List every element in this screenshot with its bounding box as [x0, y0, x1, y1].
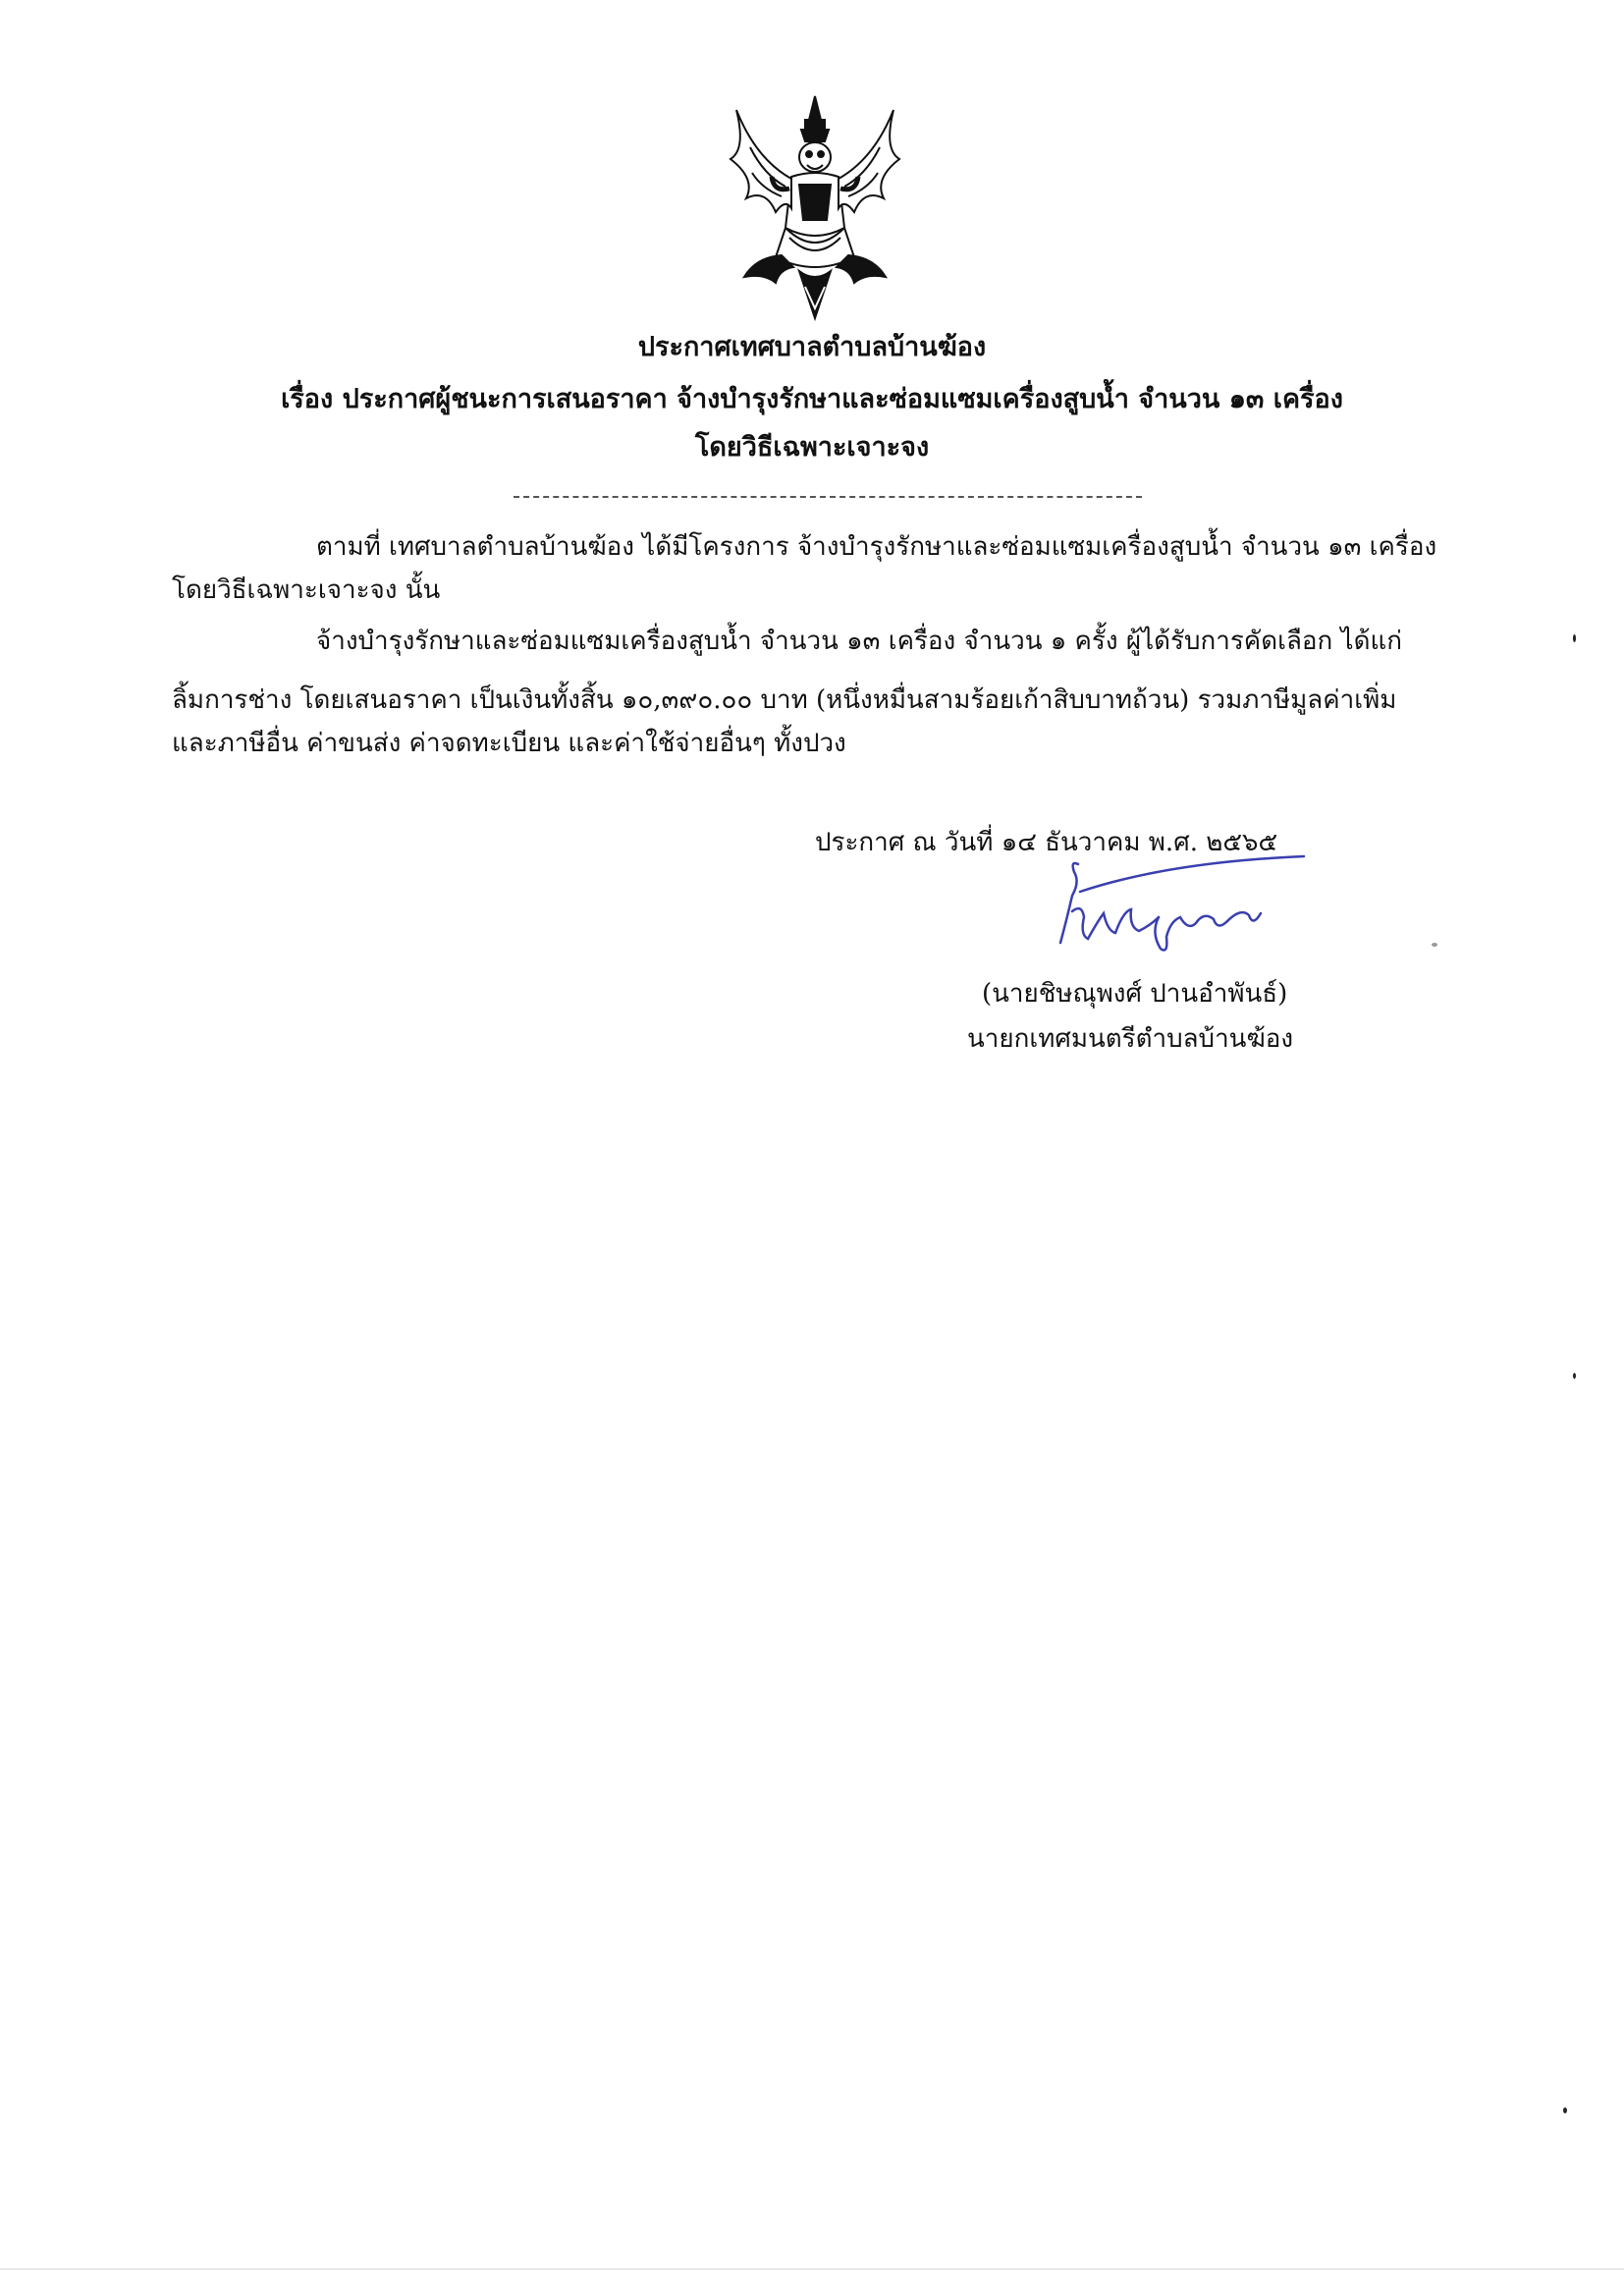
announcement-date: ประกาศ ณ วันที่ ๑๔ ธันวาคม พ.ศ. ๒๕๖๕ [815, 828, 1278, 857]
body-paragraph-1-line-2: โดยวิธีเฉพาะเจาะจง นั้น [172, 575, 441, 605]
scan-speck [1432, 943, 1437, 947]
announcement-method: โดยวิธีเฉพาะเจาะจง [694, 432, 930, 463]
signatory-name: (นายชิษณุพงศ์ ปานอำพันธ์) [982, 979, 1288, 1009]
body-paragraph-1-line-1: ตามที่ เทศบาลตำบลบ้านฆ้อง ได้มีโครงการ จ้างบำรุงรักษาและซ่อมแซมเครื่องสูบน้ำ จำนวน ๑๓ เครื่อง [316, 532, 1437, 562]
handwritten-signature-icon [1021, 852, 1316, 960]
garuda-emblem-icon [717, 90, 913, 326]
announcement-title: ประกาศเทศบาลตำบลบ้านฆ้อง [637, 332, 987, 362]
signatory-title: นายกเทศมนตรีตำบลบ้านฆ้อง [967, 1024, 1294, 1054]
heading-divider [514, 496, 1142, 498]
scan-speck [1573, 1373, 1576, 1379]
announcement-subject: เรื่อง ประกาศผู้ชนะการเสนอราคา จ้างบำรุงรักษาและซ่อมแซมเครื่องสูบน้ำ จำนวน ๑๓ เครื่อง [281, 384, 1343, 414]
scan-speck [1573, 634, 1576, 642]
body-paragraph-2-line-3: และภาษีอื่น ค่าขนส่ง ค่าจดทะเบียน และค่าใช้จ่ายอื่นๆ ทั้งปวง [172, 729, 846, 758]
body-paragraph-2-line-1: จ้างบำรุงรักษาและซ่อมแซมเครื่องสูบน้ำ จำนวน ๑๓ เครื่อง จำนวน ๑ ครั้ง ผู้ได้รับการคัดเลือก ได้แก่ [316, 627, 1402, 656]
scan-speck [1563, 2107, 1567, 2113]
body-paragraph-2-line-2: ลิ้มการช่าง โดยเสนอราคา เป็นเงินทั้งสิ้น ๑๐,๓๙๐.๐๐ บาท (หนึ่งหมื่นสามร้อยเก้าสิบบาทถ้วน) รวมภาษีมูลค่าเพิ่ม [172, 685, 1397, 715]
